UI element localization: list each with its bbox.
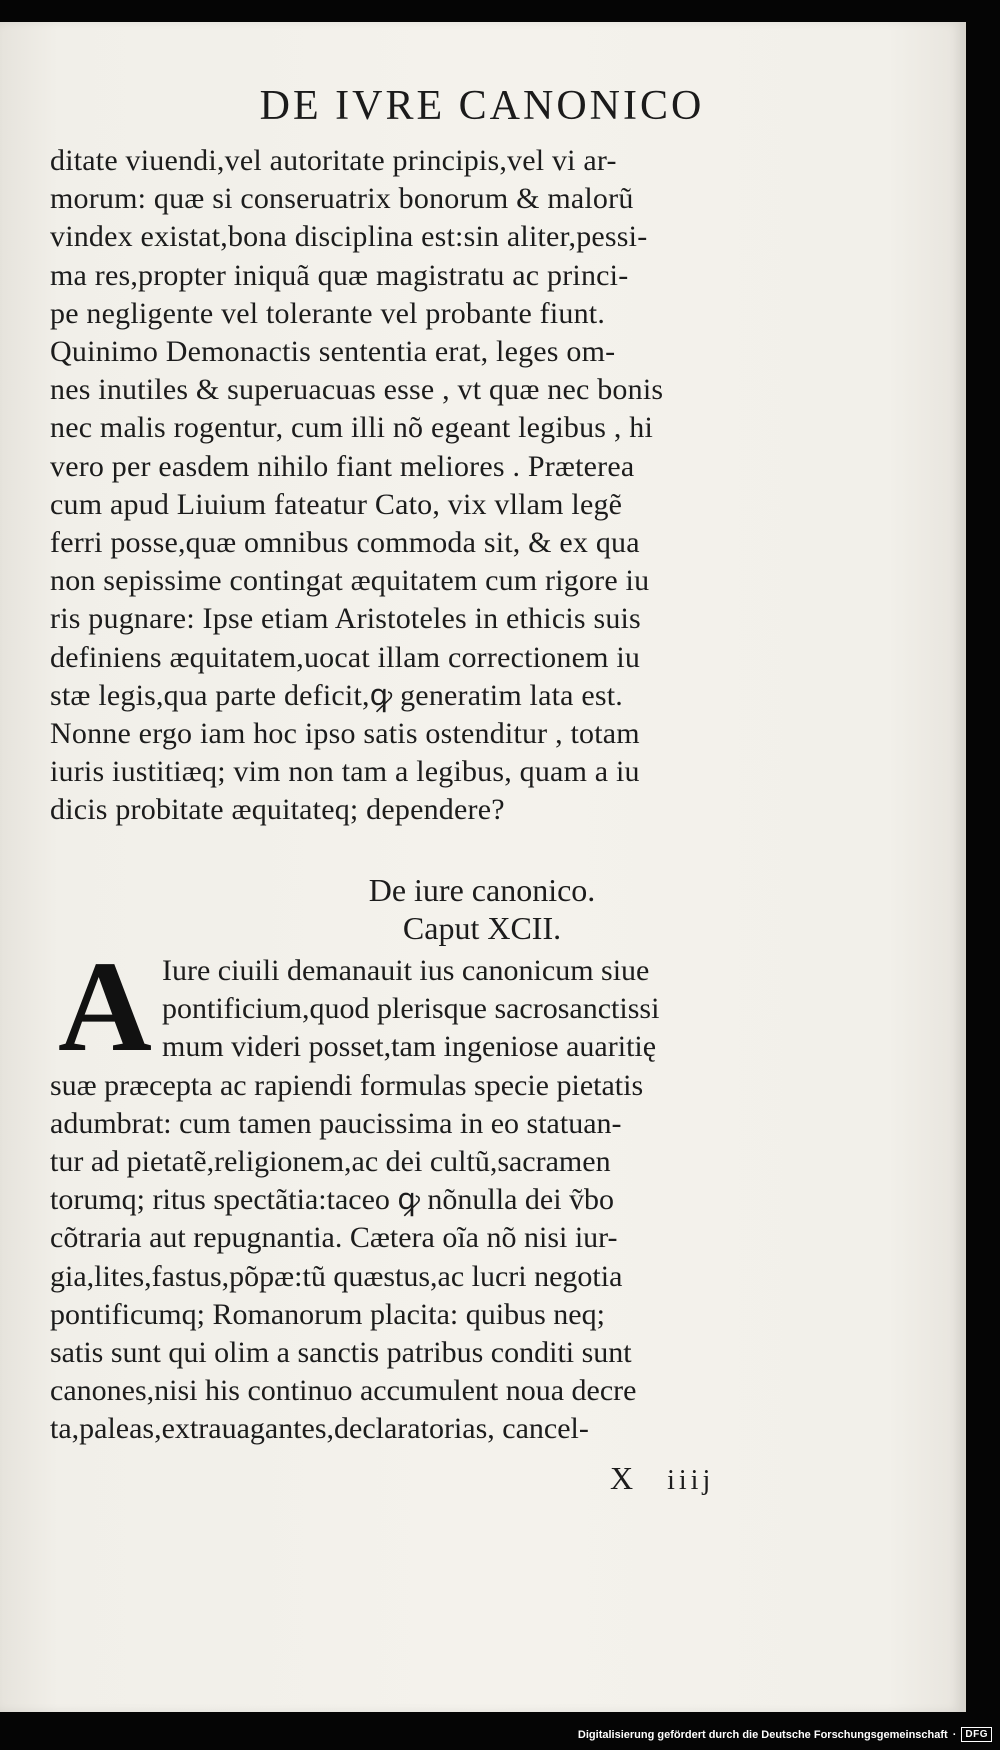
- running-head: DE IVRE CANONICO: [259, 83, 705, 129]
- decorated-initial: A: [58, 935, 152, 1079]
- text-line: ris pugnare: Ipse etiam Aristoteles in ethicis suis: [50, 602, 641, 636]
- paragraph-1: [50, 142, 830, 333]
- text-line: cõtraria aut repugnantia. Cætera oĩa nõ nisi iur-: [50, 1221, 618, 1255]
- text-block: [50, 142, 830, 830]
- text-line: vero per easdem nihilo fiant meliores . Præterea: [50, 449, 635, 483]
- dfg-logo-icon: DFG: [961, 1727, 992, 1742]
- text-line: ma res,propter iniquã quæ magistratu ac princi-: [50, 258, 629, 292]
- chapter-number: Caput XCII.: [402, 910, 562, 946]
- signature-letter: X: [610, 1460, 638, 1496]
- paragraph-2: [50, 333, 830, 830]
- text-line: nec malis rogentur, cum illi nõ egeant legibus , hi: [50, 411, 654, 445]
- text-line: definiens æquitatem,uocat illam correctionem iu: [50, 640, 641, 674]
- text-line: ta,paleas,extrauagantes,declaratorias, cancel-: [50, 1412, 589, 1446]
- text-line: pontificium,quod plerisque sacrosanctissi: [162, 992, 660, 1026]
- text-line: suæ præcepta ac rapiendi formulas specie pietatis: [50, 1068, 644, 1102]
- text-line: morum: quæ si conseruatrix bonorum & malorũ: [50, 182, 634, 216]
- text-line: stæ legis,qua parte deficit,ꝙ generatim lata est.: [50, 678, 623, 712]
- text-line: Iure ciuili demanauit ius canonicum siue: [162, 954, 650, 987]
- text-line: ditate viuendi,vel autoritate principis,vel vi ar-: [50, 144, 617, 177]
- text-line: iuris iustitiæq; vim non tam a legibus, quam a iu: [50, 755, 640, 789]
- text-line: Quinimo Demonactis sententia erat, leges om-: [50, 335, 616, 369]
- chapter-title: De iure canonico.: [368, 872, 596, 908]
- text-line: mum videri posset,tam ingeniose auaritię: [162, 1030, 657, 1064]
- text-line: vindex existat,bona disciplina est:sin aliter,pessi-: [50, 220, 648, 254]
- digitization-credit: Digitalisierung gefördert durch die Deutsche Forschungsgemeinschaft · DFG: [578, 1727, 992, 1742]
- text-line: tur ad pietatẽ,religionem,ac dei cultũ,sacramen: [50, 1145, 611, 1179]
- signature-mark: [610, 1460, 714, 1497]
- text-line: Nonne ergo iam hoc ipso satis ostenditur , totam: [50, 717, 640, 751]
- text-line: dicis probitate æquitateq; dependere?: [50, 793, 505, 827]
- text-line: pe negligente vel tolerante vel probante fiunt.: [50, 296, 606, 330]
- credit-text: Digitalisierung gefördert durch die Deutsche Forschungsgemeinschaft: [577, 1728, 948, 1741]
- text-line: ferri posse,quæ omnibus commoda sit, & ex qua: [50, 526, 640, 560]
- text-line: cum apud Liuium fateatur Cato, vix vllam legẽ: [50, 487, 623, 521]
- text-line: torumq; ritus spectãtia:taceo ꝙ nõnulla dei ṽbo: [50, 1183, 615, 1217]
- text-line: satis sunt qui olim a sanctis patribus conditi sunt: [50, 1336, 632, 1370]
- chapter-body: [50, 952, 830, 1449]
- signature-number: iiij: [667, 1465, 715, 1496]
- text-line: canones,nisi his continuo accumulent noua decre: [50, 1374, 637, 1408]
- text-line: nes inutiles & superuacuas esse , vt quæ nec bonis: [50, 373, 664, 407]
- text-line: gia,lites,fastus,põpæ:tũ quæstus,ac lucri negotia: [50, 1259, 623, 1293]
- text-line: pontificumq; Romanorum placita: quibus neq;: [50, 1297, 605, 1331]
- text-line: non sepissime contingat æquitatem cum rigore iu: [50, 564, 650, 598]
- book-page: [0, 22, 966, 1712]
- text-line: adumbrat: cum tamen paucissima in eo statuan-: [50, 1106, 622, 1140]
